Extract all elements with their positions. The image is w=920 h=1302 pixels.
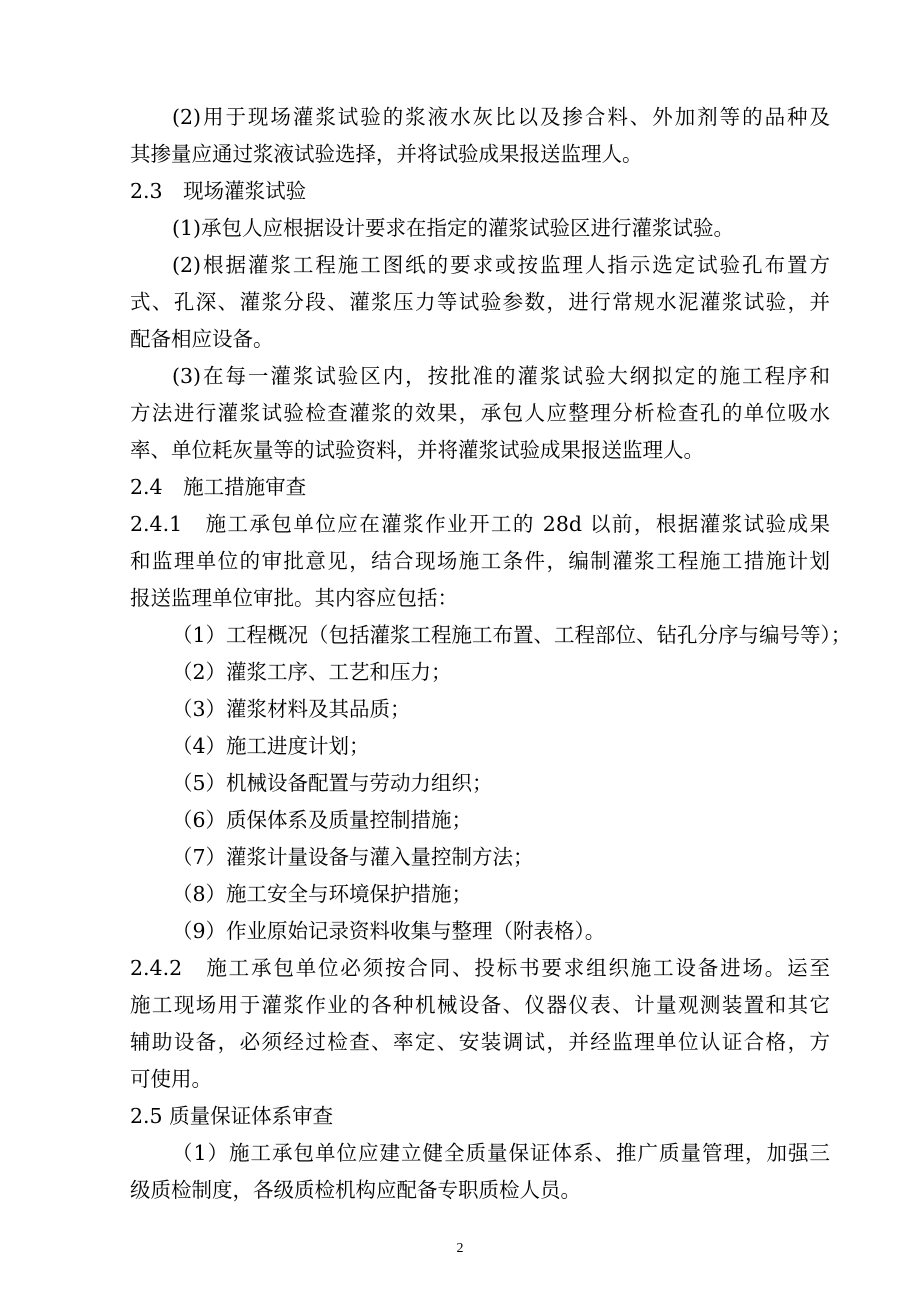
text-line: （1）工程概况（包括灌浆工程施工布置、工程部位、钻孔分序与编号等）； xyxy=(172,623,852,647)
text-line: (1)承包人应根据设计要求在指定的灌浆试验区进行灌浆试验。 xyxy=(172,216,735,240)
text-line: 式、孔深、灌浆分段、灌浆压力等试验参数，进行常规水泥灌浆试验，并 xyxy=(130,290,830,314)
text-line: 可使用。 xyxy=(130,1067,212,1091)
text-line: 2.3 现场灌浆试验 xyxy=(130,179,307,203)
text-line: 辅助设备，必须经过检查、率定、安装调试，并经监理单位认证合格，方 xyxy=(130,1030,830,1054)
text-line: 2.4 施工措施审查 xyxy=(130,475,307,499)
text-line: 施工现场用于灌浆作业的各种机械设备、仪器仪表、计量观测装置和其它 xyxy=(130,993,830,1017)
text-line: 报送监理单位审批。其内容应包括： xyxy=(130,586,458,610)
text-line: 级质检制度，各级质检机构应配备专职质检人员。 xyxy=(130,1178,581,1202)
text-line: （1）施工承包单位应建立健全质量保证体系、推广质量管理，加强三 xyxy=(172,1141,830,1165)
text-line: 配备相应设备。 xyxy=(130,327,274,351)
text-line: 率、单位耗灰量等的试验资料，并将灌浆试验成果报送监理人。 xyxy=(130,438,704,462)
text-line: （8）施工安全与环境保护措施； xyxy=(172,882,473,906)
text-line: 2.5 质量保证体系审查 xyxy=(130,1104,334,1128)
text-line: (2)用于现场灌浆试验的浆液水灰比以及掺合料、外加剂等的品种及 xyxy=(172,105,830,129)
text-line: （7）灌浆计量设备与灌入量控制方法； xyxy=(172,845,534,869)
text-line: 和监理单位的审批意见，结合现场施工条件，编制灌浆工程施工措施计划 xyxy=(130,549,830,573)
text-line: （6）质保体系及质量控制措施； xyxy=(172,808,473,832)
text-line: （3）灌浆材料及其品质； xyxy=(172,697,411,721)
text-line: （4）施工进度计划； xyxy=(172,734,370,758)
text-line: 方法进行灌浆试验检查灌浆的效果，承包人应整理分析检查孔的单位吸水 xyxy=(130,401,830,425)
text-line: (3)在每一灌浆试验区内，按批准的灌浆试验大纲拟定的施工程序和 xyxy=(172,364,830,388)
page-number: 2 xyxy=(456,1241,464,1256)
text-line: 2.4.1 施工承包单位应在灌浆作业开工的 28d 以前，根据灌浆试验成果 xyxy=(130,512,830,536)
text-line: （9）作业原始记录资料收集与整理（附表格）。 xyxy=(172,919,606,943)
text-line: 其掺量应通过浆液试验选择，并将试验成果报送监理人。 xyxy=(130,142,643,166)
text-line: (2)根据灌浆工程施工图纸的要求或按监理人指示选定试验孔布置方 xyxy=(172,253,830,277)
document-body xyxy=(130,99,852,1209)
text-line: （2）灌浆工序、工艺和压力； xyxy=(172,660,452,684)
text-line: 2.4.2 施工承包单位必须按合同、投标书要求组织施工设备进场。运至 xyxy=(130,956,830,980)
text-line: （5）机械设备配置与劳动力组织； xyxy=(172,771,493,795)
